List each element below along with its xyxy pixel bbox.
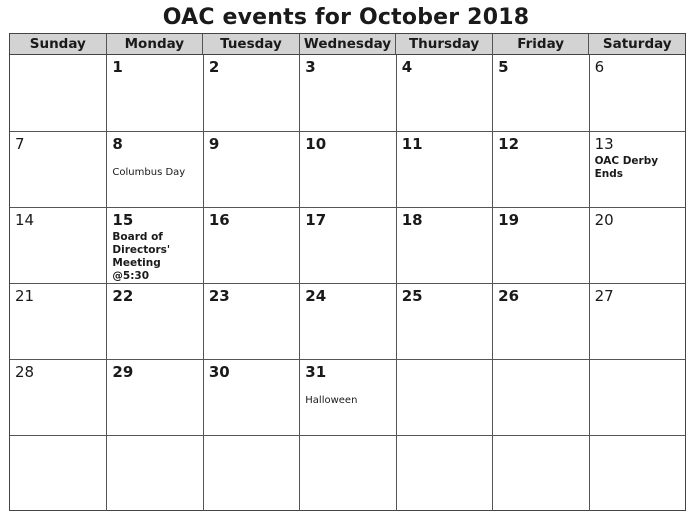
day-cell — [589, 283, 685, 359]
day-number: 6 — [594, 58, 605, 76]
weekday-header-thursday: Thursday — [395, 34, 492, 54]
weekday-header-row — [10, 34, 685, 55]
day-cell — [589, 207, 685, 283]
day-number: 9 — [208, 135, 220, 153]
event-label: Board of Directors' Meeting @5:30 — [112, 231, 171, 282]
calendar — [9, 33, 686, 511]
holiday-note: Halloween — [305, 395, 358, 406]
day-cell — [10, 435, 106, 511]
day-cell — [106, 131, 202, 207]
day-number: 1 — [112, 58, 123, 76]
day-cell — [203, 131, 299, 207]
day-cell — [299, 131, 395, 207]
day-cell — [203, 283, 299, 359]
day-cell — [396, 435, 492, 511]
day-cell — [106, 55, 202, 131]
day-cell — [10, 55, 106, 131]
day-number: 16 — [208, 211, 230, 229]
day-number: 10 — [305, 135, 327, 153]
page-title: OAC events for October 2018 — [162, 5, 530, 30]
day-cell — [10, 131, 106, 207]
day-number: 24 — [305, 287, 327, 305]
day-cell — [299, 435, 395, 511]
day-number: 11 — [401, 135, 423, 153]
day-cell — [106, 359, 202, 435]
day-cell — [10, 283, 106, 359]
holiday-note: Columbus Day — [112, 167, 186, 178]
day-number: 19 — [498, 211, 520, 229]
weekday-header-monday: Monday — [106, 34, 203, 54]
day-number: 5 — [498, 58, 509, 76]
day-cell — [299, 207, 395, 283]
day-number: 30 — [208, 363, 230, 381]
day-cell — [396, 207, 492, 283]
day-cell — [396, 283, 492, 359]
day-cell — [492, 359, 588, 435]
day-number: 2 — [208, 58, 220, 76]
day-cell — [589, 55, 685, 131]
day-number: 20 — [594, 211, 614, 229]
day-cell — [10, 207, 106, 283]
day-number: 12 — [498, 135, 520, 153]
day-cell — [299, 359, 395, 435]
day-cell — [10, 359, 106, 435]
day-cell — [492, 55, 588, 131]
day-cell — [492, 283, 588, 359]
day-cell — [492, 207, 588, 283]
day-number: 8 — [112, 135, 123, 153]
weekday-header-saturday: Saturday — [588, 34, 685, 54]
day-cell — [106, 435, 202, 511]
calendar-grid — [10, 55, 685, 511]
day-cell — [203, 207, 299, 283]
day-cell — [299, 283, 395, 359]
day-number: 29 — [112, 363, 134, 381]
day-number: 27 — [594, 287, 614, 305]
day-number: 7 — [15, 135, 25, 153]
day-cell — [299, 55, 395, 131]
weekday-header-sunday: Sunday — [29, 36, 86, 52]
weekday-header-friday: Friday — [492, 34, 589, 54]
day-number: 21 — [15, 287, 35, 305]
day-cell — [106, 283, 202, 359]
day-cell — [492, 435, 588, 511]
event-label: OAC Derby Ends — [594, 155, 659, 180]
day-cell — [589, 359, 685, 435]
day-cell — [492, 131, 588, 207]
day-cell — [396, 55, 492, 131]
day-number: 25 — [401, 287, 423, 305]
day-number: 4 — [401, 58, 413, 76]
day-cell — [203, 55, 299, 131]
day-cell — [106, 207, 202, 283]
day-number: 22 — [112, 287, 134, 305]
day-number: 17 — [305, 211, 327, 229]
day-number: 26 — [498, 287, 520, 305]
day-cell — [203, 435, 299, 511]
day-number: 13 — [594, 135, 614, 153]
day-number: 23 — [208, 287, 230, 305]
day-number: 14 — [15, 211, 35, 229]
day-number: 15 — [112, 211, 134, 229]
weekday-header-tuesday: Tuesday — [202, 34, 299, 54]
day-cell — [396, 359, 492, 435]
day-cell — [589, 435, 685, 511]
day-cell — [589, 131, 685, 207]
weekday-header-wednesday: Wednesday — [299, 34, 396, 54]
day-number: 18 — [401, 211, 423, 229]
day-cell — [203, 359, 299, 435]
day-number: 31 — [305, 363, 327, 381]
day-cell — [396, 131, 492, 207]
day-number: 28 — [15, 363, 35, 381]
day-number: 3 — [305, 58, 316, 76]
